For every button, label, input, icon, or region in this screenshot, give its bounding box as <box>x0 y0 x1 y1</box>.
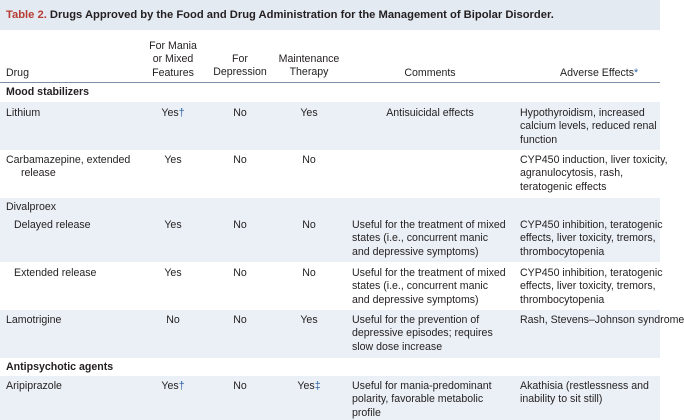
drug-name <box>6 154 130 181</box>
drug-name: Delayed release <box>14 219 91 231</box>
adverse-line: function <box>520 133 558 146</box>
mania-value: No <box>166 314 180 326</box>
table-title-bar <box>0 0 660 30</box>
col-header-comments: Comments <box>404 67 456 79</box>
drug-name: Lithium <box>6 107 41 119</box>
depression-value: No <box>233 154 247 166</box>
comment-line: states (i.e., concurrent manic <box>352 280 489 293</box>
adverse-line: CYP450 inhibition, teratogenic <box>520 219 663 231</box>
mania-text: Yes <box>161 107 179 119</box>
comment-line: and depressive symptoms) <box>352 293 479 306</box>
col-header-maintenance <box>264 53 354 80</box>
maintenance-value <box>264 380 354 393</box>
col-header-maintenance-line: Maintenance <box>278 53 340 65</box>
adverse-effects <box>520 154 668 194</box>
col-header-mania-line: Features <box>152 66 194 79</box>
comment-line: and depressive symptoms) <box>352 245 479 258</box>
drug-name-line: Carbamazepine, extended <box>6 154 131 166</box>
comment-line: Useful for the prevention of <box>352 314 480 326</box>
table-row-lamotrigine <box>0 310 684 358</box>
adverse-line: CYP450 inhibition, teratogenic <box>520 267 663 279</box>
table-row-aripiprazole <box>0 376 660 420</box>
section-label: Antipsychotic agents <box>6 361 114 373</box>
drug-name: Divalproex <box>6 201 57 213</box>
comment-line: polarity, favorable metabolic <box>352 393 484 406</box>
footnote-mark: † <box>178 380 185 392</box>
footnote-mark: * <box>634 67 639 79</box>
adverse-line: effects, liver toxicity, tremors, <box>520 232 656 245</box>
table-title <box>6 9 554 21</box>
col-header-maintenance-line: Therapy <box>289 66 329 79</box>
footnote-mark: ‡ <box>314 380 321 392</box>
col-header-drug: Drug <box>6 67 29 79</box>
adverse-line: teratogenic effects <box>520 180 607 193</box>
maintenance-value: No <box>302 154 316 166</box>
footnote-mark: † <box>178 107 185 119</box>
mania-value: Yes <box>164 154 182 166</box>
drug-name: Extended release <box>14 267 97 279</box>
mania-value: Yes <box>164 219 182 231</box>
comments <box>352 314 493 354</box>
maintenance-value: No <box>302 219 316 231</box>
comment-line: Useful for the treatment of mixed <box>352 267 506 279</box>
comments <box>352 380 492 420</box>
table-row-delayed-release <box>0 216 663 262</box>
comments <box>352 219 506 259</box>
adverse-line: Hypothyroidism, increased <box>520 107 645 119</box>
adverse-line: Akathisia (restlessness and <box>520 380 649 392</box>
table-title-text: Drugs Approved by the Food and Drug Administration for the Management of Bipolar Disorder. <box>46 9 554 21</box>
depression-value: No <box>233 380 247 392</box>
col-header-mania-line: or Mixed <box>152 53 194 66</box>
maintenance-value: Yes <box>300 314 318 326</box>
adverse-effects <box>520 380 649 407</box>
maintenance-text: Yes <box>297 380 315 392</box>
maintenance-value: No <box>302 267 316 279</box>
adverse-effects <box>520 219 663 259</box>
adverse-effects: Rash, Stevens–Johnson syndrome <box>520 314 684 326</box>
col-header-depression-line: Depression <box>213 66 267 79</box>
depression-value: No <box>233 219 247 231</box>
col-header-mania-line: For Mania <box>149 40 197 52</box>
table-row-divalproex <box>0 198 660 216</box>
comment-line: Antisuicidal effects <box>386 107 474 119</box>
adverse-effects <box>520 267 663 307</box>
col-header-depression-line: For <box>232 53 248 65</box>
col-header-adverse <box>560 67 638 80</box>
table-row-carbamazepine <box>0 150 668 198</box>
comment-line: states (i.e., concurrent manic <box>352 232 489 245</box>
adverse-line: agranulocytosis, rash, <box>520 167 624 180</box>
drug-name: Lamotrigine <box>6 314 62 326</box>
drug-name-line: release <box>21 167 56 180</box>
table-number: Table 2. <box>6 9 47 21</box>
comment-line: Useful for mania-predominant <box>352 380 492 392</box>
adverse-line: calcium levels, reduced renal <box>520 120 657 133</box>
comment-line: depressive episodes; requires <box>352 327 493 340</box>
depression-value: No <box>233 107 247 119</box>
adverse-effects <box>520 107 657 147</box>
section-row-mood-stabilizers <box>0 83 660 102</box>
adverse-line: CYP450 induction, liver toxicity, <box>520 154 668 166</box>
adverse-line: inability to sit still) <box>520 393 603 406</box>
col-header-adverse-text: Adverse Effects <box>560 67 634 79</box>
section-row-antipsychotic-agents <box>0 358 660 376</box>
table-row-extended-release <box>0 262 663 310</box>
table-row-lithium <box>0 102 660 150</box>
comment-line: Useful for the treatment of mixed <box>352 219 506 231</box>
mania-value: Yes <box>164 267 182 279</box>
comment-line: slow dose increase <box>352 340 443 353</box>
depression-value: No <box>233 314 247 326</box>
depression-value: No <box>233 267 247 279</box>
comment-line: profile <box>352 406 381 419</box>
adverse-line: thrombocytopenia <box>520 293 605 306</box>
adverse-line: thrombocytopenia <box>520 245 605 258</box>
comments <box>352 267 506 307</box>
adverse-line: effects, liver toxicity, tremors, <box>520 280 656 293</box>
maintenance-value: Yes <box>300 107 318 119</box>
drug-name: Aripiprazole <box>6 380 62 392</box>
mania-text: Yes <box>161 380 179 392</box>
section-label: Mood stabilizers <box>6 86 89 98</box>
